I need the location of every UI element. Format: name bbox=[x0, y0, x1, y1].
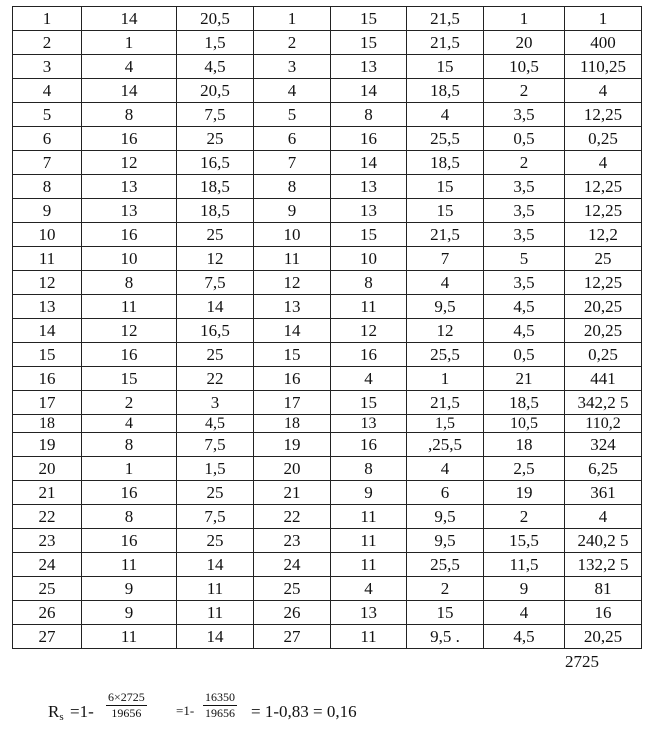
table-cell: 27 bbox=[254, 625, 331, 649]
table-cell: 20 bbox=[484, 31, 565, 55]
table-cell: 9,5 bbox=[407, 529, 484, 553]
table-cell: 15 bbox=[13, 343, 82, 367]
table-cell: 15 bbox=[407, 55, 484, 79]
table-cell: 13 bbox=[254, 295, 331, 319]
table-cell: 14 bbox=[177, 553, 254, 577]
table-cell: 15 bbox=[82, 367, 177, 391]
table-cell: 9 bbox=[254, 199, 331, 223]
table-cell: 12,25 bbox=[565, 175, 642, 199]
table-cell: 3,5 bbox=[484, 223, 565, 247]
formula-lhs-symbol: R bbox=[48, 702, 60, 721]
table-cell: 20 bbox=[254, 457, 331, 481]
table-cell: 16 bbox=[82, 343, 177, 367]
table-cell: 5 bbox=[254, 103, 331, 127]
table-cell: 0,25 bbox=[565, 127, 642, 151]
table-cell: 15 bbox=[331, 31, 407, 55]
table-cell: 21 bbox=[13, 481, 82, 505]
table-cell: 8 bbox=[331, 457, 407, 481]
table-cell: 11 bbox=[331, 529, 407, 553]
table-cell: 4,5 bbox=[484, 319, 565, 343]
table-cell: 2 bbox=[13, 31, 82, 55]
table-row bbox=[13, 175, 642, 199]
table-cell: 6 bbox=[254, 127, 331, 151]
table-cell: 10 bbox=[82, 247, 177, 271]
table-cell: 324 bbox=[565, 433, 642, 457]
fraction-2-numerator: 16350 bbox=[205, 690, 235, 704]
table-cell: 21 bbox=[484, 367, 565, 391]
table-cell: 4 bbox=[565, 151, 642, 175]
table-cell: 1,5 bbox=[407, 415, 484, 433]
table-cell: 14 bbox=[331, 79, 407, 103]
formula-fraction-1 bbox=[106, 690, 147, 721]
table-cell: 1 bbox=[82, 31, 177, 55]
table-cell: 1 bbox=[484, 7, 565, 31]
table-cell: 13 bbox=[82, 199, 177, 223]
table-cell: 4 bbox=[331, 577, 407, 601]
table-cell: 132,2 5 bbox=[565, 553, 642, 577]
table-cell: 2 bbox=[407, 577, 484, 601]
table-cell: 9 bbox=[13, 199, 82, 223]
table-cell: 12,25 bbox=[565, 103, 642, 127]
table-row bbox=[13, 151, 642, 175]
table-row bbox=[13, 625, 642, 649]
table-cell: 4 bbox=[407, 457, 484, 481]
table-cell: 3,5 bbox=[484, 175, 565, 199]
table-cell: 16 bbox=[82, 481, 177, 505]
table-cell: 21,5 bbox=[407, 391, 484, 415]
table-cell: 25 bbox=[254, 577, 331, 601]
table-row bbox=[13, 391, 642, 415]
table-cell: 9,5 bbox=[407, 505, 484, 529]
table-cell: 18,5 bbox=[407, 151, 484, 175]
table-row bbox=[13, 577, 642, 601]
table-row bbox=[13, 433, 642, 457]
table-cell: 12 bbox=[254, 271, 331, 295]
table-cell: 14 bbox=[82, 79, 177, 103]
table-row bbox=[13, 529, 642, 553]
table-cell: 23 bbox=[254, 529, 331, 553]
table-cell: 3 bbox=[177, 391, 254, 415]
table-cell: 11 bbox=[331, 625, 407, 649]
table-cell: 11 bbox=[82, 625, 177, 649]
table-cell: 12 bbox=[177, 247, 254, 271]
fraction-2-denominator: 19656 bbox=[205, 706, 235, 720]
table-cell: 18,5 bbox=[177, 199, 254, 223]
fraction-1-numerator: 6×2725 bbox=[108, 690, 145, 704]
table-cell: 25 bbox=[177, 481, 254, 505]
table-cell: 15 bbox=[254, 343, 331, 367]
table-cell: 2,5 bbox=[484, 457, 565, 481]
table-cell: 14 bbox=[177, 625, 254, 649]
table-cell: 7,5 bbox=[177, 433, 254, 457]
table-cell: 20 bbox=[13, 457, 82, 481]
table-cell: 17 bbox=[13, 391, 82, 415]
table-cell: 14 bbox=[177, 295, 254, 319]
table-cell: 2 bbox=[484, 79, 565, 103]
table-cell: 11 bbox=[82, 553, 177, 577]
table-cell: 13 bbox=[331, 601, 407, 625]
table-cell: 0,5 bbox=[484, 343, 565, 367]
table-cell: 12 bbox=[13, 271, 82, 295]
table-cell: 13 bbox=[82, 175, 177, 199]
table-cell: 24 bbox=[254, 553, 331, 577]
table-cell: 4,5 bbox=[177, 415, 254, 433]
table-cell: 25 bbox=[565, 247, 642, 271]
table-cell: 11 bbox=[13, 247, 82, 271]
table-cell: 25 bbox=[13, 577, 82, 601]
table-cell: 16,5 bbox=[177, 151, 254, 175]
table-cell: 18 bbox=[484, 433, 565, 457]
table-cell: 16 bbox=[331, 433, 407, 457]
table-cell: 11,5 bbox=[484, 553, 565, 577]
table-cell: 26 bbox=[254, 601, 331, 625]
table-cell: 4 bbox=[254, 79, 331, 103]
table-cell: 4 bbox=[82, 55, 177, 79]
table-row bbox=[13, 343, 642, 367]
table-cell: 8 bbox=[82, 433, 177, 457]
table-cell: 2 bbox=[82, 391, 177, 415]
table-cell: 22 bbox=[13, 505, 82, 529]
table-cell: 1 bbox=[254, 7, 331, 31]
table-cell: 24 bbox=[13, 553, 82, 577]
table-cell: 16 bbox=[254, 367, 331, 391]
table-body bbox=[13, 7, 642, 649]
table-cell: 3,5 bbox=[484, 271, 565, 295]
table-cell: 11 bbox=[177, 601, 254, 625]
table-cell: 18 bbox=[254, 415, 331, 433]
table-cell: 441 bbox=[565, 367, 642, 391]
table-cell: 361 bbox=[565, 481, 642, 505]
table-cell: 12 bbox=[407, 319, 484, 343]
table-cell: 16 bbox=[13, 367, 82, 391]
table-cell: 4 bbox=[407, 271, 484, 295]
table-cell: 9 bbox=[82, 601, 177, 625]
rank-correlation-table bbox=[12, 6, 642, 649]
table-cell: 342,2 5 bbox=[565, 391, 642, 415]
table-cell: 5 bbox=[484, 247, 565, 271]
table-cell: 1 bbox=[407, 367, 484, 391]
table-cell: 8 bbox=[254, 175, 331, 199]
table-row bbox=[13, 415, 642, 433]
table-cell: 19 bbox=[254, 433, 331, 457]
table-row bbox=[13, 271, 642, 295]
table-cell: 7,5 bbox=[177, 271, 254, 295]
table-cell: 4 bbox=[82, 415, 177, 433]
table-cell: 20,25 bbox=[565, 319, 642, 343]
table-row bbox=[13, 103, 642, 127]
table-cell: 0,5 bbox=[484, 127, 565, 151]
table-cell: 240,2 5 bbox=[565, 529, 642, 553]
table-cell: 11 bbox=[177, 577, 254, 601]
table-cell: 21,5 bbox=[407, 223, 484, 247]
table-cell: 15 bbox=[407, 175, 484, 199]
table-cell: 21,5 bbox=[407, 31, 484, 55]
table-row bbox=[13, 127, 642, 151]
table-cell: 13 bbox=[13, 295, 82, 319]
table-cell: 7,5 bbox=[177, 103, 254, 127]
formula-lhs-subscript: s bbox=[59, 711, 64, 723]
table-cell: 25,5 bbox=[407, 343, 484, 367]
table-cell: 18,5 bbox=[407, 79, 484, 103]
table-cell: 6 bbox=[407, 481, 484, 505]
table-cell: 3 bbox=[254, 55, 331, 79]
table-cell: 11 bbox=[82, 295, 177, 319]
table-cell: 16 bbox=[82, 127, 177, 151]
table-cell: 26 bbox=[13, 601, 82, 625]
table-cell: 27 bbox=[13, 625, 82, 649]
table-cell: 20,25 bbox=[565, 625, 642, 649]
table-cell: 10,5 bbox=[484, 55, 565, 79]
table-cell: 12,25 bbox=[565, 199, 642, 223]
table-cell: 10 bbox=[13, 223, 82, 247]
table-row bbox=[13, 553, 642, 577]
formula-part-2: =1- bbox=[176, 703, 195, 718]
table-cell: 6,25 bbox=[565, 457, 642, 481]
table-cell: 7 bbox=[407, 247, 484, 271]
table-cell: 6 bbox=[13, 127, 82, 151]
rank-correlation-table-container bbox=[12, 6, 642, 649]
fraction-1-denominator: 19656 bbox=[111, 706, 142, 720]
table-cell: 7,5 bbox=[177, 505, 254, 529]
table-cell: 1 bbox=[13, 7, 82, 31]
table-cell: 18,5 bbox=[484, 391, 565, 415]
table-cell: 25,5 bbox=[407, 553, 484, 577]
table-cell: 7 bbox=[254, 151, 331, 175]
table-cell: 12,25 bbox=[565, 271, 642, 295]
table-row bbox=[13, 247, 642, 271]
table-cell: 25 bbox=[177, 127, 254, 151]
table-row bbox=[13, 505, 642, 529]
table-cell: 23 bbox=[13, 529, 82, 553]
table-cell: 16 bbox=[331, 343, 407, 367]
table-cell: ,25,5 bbox=[407, 433, 484, 457]
table-cell: 20,5 bbox=[177, 7, 254, 31]
table-cell: 15 bbox=[407, 199, 484, 223]
sum-total: 2725 bbox=[565, 652, 599, 671]
formula-lhs bbox=[48, 702, 64, 723]
table-cell: 16,5 bbox=[177, 319, 254, 343]
table-cell: 1,5 bbox=[177, 31, 254, 55]
table-cell: 4 bbox=[13, 79, 82, 103]
table-cell: 4 bbox=[407, 103, 484, 127]
table-cell: 4,5 bbox=[484, 625, 565, 649]
table-cell: 4 bbox=[565, 79, 642, 103]
table-cell: 10,5 bbox=[484, 415, 565, 433]
formula-part-1: =1- bbox=[70, 702, 94, 721]
table-cell: 4,5 bbox=[484, 295, 565, 319]
table-cell: 110,2 bbox=[565, 415, 642, 433]
table-cell: 9,5 . bbox=[407, 625, 484, 649]
table-cell: 8 bbox=[13, 175, 82, 199]
table-cell: 400 bbox=[565, 31, 642, 55]
table-cell: 12 bbox=[82, 319, 177, 343]
table-cell: 8 bbox=[82, 103, 177, 127]
table-cell: 10 bbox=[254, 223, 331, 247]
table-cell: 12 bbox=[331, 319, 407, 343]
table-cell: 3 bbox=[13, 55, 82, 79]
table-cell: 15 bbox=[331, 223, 407, 247]
table-row bbox=[13, 295, 642, 319]
table-cell: 18,5 bbox=[177, 175, 254, 199]
table-cell: 13 bbox=[331, 199, 407, 223]
table-cell: 2 bbox=[484, 505, 565, 529]
table-cell: 15 bbox=[331, 391, 407, 415]
table-cell: 14 bbox=[13, 319, 82, 343]
table-row bbox=[13, 481, 642, 505]
table-cell: 25 bbox=[177, 223, 254, 247]
table-cell: 25 bbox=[177, 343, 254, 367]
table-cell: 17 bbox=[254, 391, 331, 415]
table-cell: 11 bbox=[331, 505, 407, 529]
table-cell: 16 bbox=[82, 223, 177, 247]
table-cell: 1 bbox=[82, 457, 177, 481]
table-row bbox=[13, 31, 642, 55]
table-cell: 16 bbox=[82, 529, 177, 553]
table-cell: 21 bbox=[254, 481, 331, 505]
table-row bbox=[13, 319, 642, 343]
table-cell: 12 bbox=[82, 151, 177, 175]
table-cell: 0,25 bbox=[565, 343, 642, 367]
table-cell: 22 bbox=[177, 367, 254, 391]
table-cell: 13 bbox=[331, 55, 407, 79]
table-cell: 8 bbox=[331, 271, 407, 295]
formula-fraction-2 bbox=[203, 690, 237, 721]
table-cell: 9 bbox=[82, 577, 177, 601]
table-cell: 15,5 bbox=[484, 529, 565, 553]
table-cell: 21,5 bbox=[407, 7, 484, 31]
formula-part-3: = 1-0,83 = 0,16 bbox=[251, 702, 357, 721]
table-cell: 13 bbox=[331, 415, 407, 433]
table-cell: 4 bbox=[484, 601, 565, 625]
table-cell: 16 bbox=[565, 601, 642, 625]
table-cell: 9 bbox=[484, 577, 565, 601]
table-cell: 110,25 bbox=[565, 55, 642, 79]
table-cell: 16 bbox=[331, 127, 407, 151]
table-cell: 8 bbox=[82, 505, 177, 529]
table-cell: 9 bbox=[331, 481, 407, 505]
table-cell: 2 bbox=[254, 31, 331, 55]
table-row bbox=[13, 601, 642, 625]
table-cell: 8 bbox=[331, 103, 407, 127]
table-cell: 25,5 bbox=[407, 127, 484, 151]
table-cell: 3,5 bbox=[484, 199, 565, 223]
table-cell: 81 bbox=[565, 577, 642, 601]
table-cell: 19 bbox=[13, 433, 82, 457]
table-cell: 8 bbox=[82, 271, 177, 295]
table-cell: 2 bbox=[484, 151, 565, 175]
table-cell: 14 bbox=[331, 151, 407, 175]
table-row bbox=[13, 223, 642, 247]
table-cell: 14 bbox=[82, 7, 177, 31]
table-cell: 18 bbox=[13, 415, 82, 433]
table-cell: 15 bbox=[331, 7, 407, 31]
table-cell: 3,5 bbox=[484, 103, 565, 127]
table-cell: 11 bbox=[331, 295, 407, 319]
table-cell: 10 bbox=[331, 247, 407, 271]
table-cell: 13 bbox=[331, 175, 407, 199]
table-cell: 1,5 bbox=[177, 457, 254, 481]
table-cell: 14 bbox=[254, 319, 331, 343]
table-row bbox=[13, 457, 642, 481]
table-cell: 11 bbox=[254, 247, 331, 271]
table-cell: 15 bbox=[407, 601, 484, 625]
table-cell: 22 bbox=[254, 505, 331, 529]
table-cell: 12,2 bbox=[565, 223, 642, 247]
table-cell: 4 bbox=[565, 505, 642, 529]
table-cell: 20,25 bbox=[565, 295, 642, 319]
table-cell: 5 bbox=[13, 103, 82, 127]
table-cell: 4,5 bbox=[177, 55, 254, 79]
table-cell: 20,5 bbox=[177, 79, 254, 103]
table-row bbox=[13, 367, 642, 391]
table-cell: 1 bbox=[565, 7, 642, 31]
table-row bbox=[13, 55, 642, 79]
table-row bbox=[13, 79, 642, 103]
table-cell: 7 bbox=[13, 151, 82, 175]
table-row bbox=[13, 7, 642, 31]
table-cell: 11 bbox=[331, 553, 407, 577]
table-cell: 9,5 bbox=[407, 295, 484, 319]
table-cell: 4 bbox=[331, 367, 407, 391]
table-row bbox=[13, 199, 642, 223]
table-cell: 19 bbox=[484, 481, 565, 505]
table-cell: 25 bbox=[177, 529, 254, 553]
